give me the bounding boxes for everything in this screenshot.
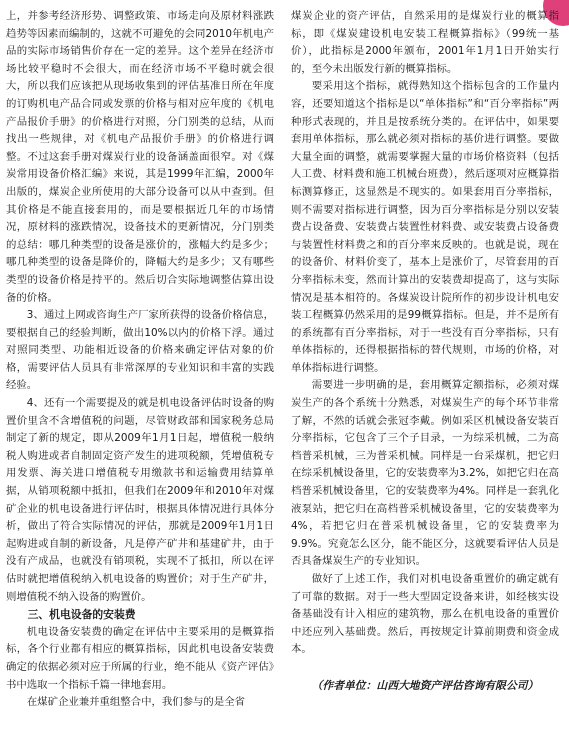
- paragraph-conclusion: 做好了上述工作，我们对机电设备重置价的确定就有了可靠的数据。对于一些大型固定设备来讲，如经核实设备基础没有计入相应的建筑物，那么在机电设备的重置价中还应列入基础费。然后，再按规定计算前期费和资金成本。: [291, 573, 559, 656]
- left-column: [6, 8, 274, 712]
- paragraph-continued: 上，并参考经济形势、调整政策、市场走向及原材料涨跌趋势等因素而编制的，这就不可避免的会同2010年机电产品的实际市场销售价存在一定的差异。这个差异在经济市场比较平稳时不会很大，而在经济市场不平稳时就会很大，所以我们应该把从现场收集到的评估基准日所在年度的订购机电产品合同或发票的价格与相对应年度的《机电产品报价手册》的价格进行对照，分门别类的总结，从而找出一些规律，对《机电产品报价手册》的价格进行调整。不过这套手册对煤炭行业的设备涵盖面很窄。对《煤炭常用设备价格汇编》来说，其是1999年汇编，2000年出版的，煤炭企业所使用的大部分设备可以从中查到。但其价格是不能直接套用的，而是要根据近几年的市场情况，原材料的涨跌情况，设备技术的更新情况，分门别类的总结：哪几种类型的设备是涨价的，涨幅大约是多少；哪几种类型的设备是降价的，降幅大约是多少；又有哪些类型的设备价格是持平的。然后切合实际地调整估算出设备的价格。: [6, 10, 274, 304]
- paragraph-coal-merger: 在煤矿企业兼并重组整合中，我们参与的是全省: [26, 696, 245, 709]
- paragraph-installation-fee: 机电设备安装费的确定在评估中主要采用的是概算指标，各个行业都有相应的概算指标，因此机电设备安装费确定的依据必须对应于所属的行业，绝不能从《资产评估》书中选取一个指标千篇一律地套用。: [6, 625, 274, 691]
- spacer: [291, 659, 559, 677]
- paragraph-online-inquiry: 3、通过上网或咨询生产厂家所获得的设备价格信息，要根据自己的经验判断，做出10%以内的价格下浮。通过对照同类型、功能相近设备的价格来确定评估对象的价格，需要评估人员具有非常深厚的专业知识和丰富的实践经验。: [6, 309, 274, 392]
- paragraph-quota-application: 需要进一步明确的是，套用概算定额指标，必须对煤炭生产的各个系统十分熟悉，对煤炭生产的每个环节非常了解，不然的话就会张冠李戴。例如采区机械设备安装百分率指标，它包含了三个子目录，一为综采机械，二为高档普采机械，三为普采机械。同样是一台采煤机，把它归在综采机械设备里，它的安装费率为3.2%，如把它归在高档普采机械设备里，它的安装费率为4%。同样是一套乳化液泵站，把它归在高档普采机械设备里，它的安装费率为4%，若把它归在普采机械设备里，它的安装费率为9.9%。究竟怎么区分，能不能区分，这就要看评估人员是否具备煤炭生产的专业知识。: [291, 379, 559, 568]
- paragraph-continued-right: 煤炭企业的资产评估，自然采用的是煤炭行业的概算指标，即《煤炭建设机电安装工程概算指标》（99统一基价），此指标是2000年颁布，2001年1月1日开始实行的，至今未出版发行新的概算指标。: [291, 10, 559, 75]
- paragraph-index-usage: 要采用这个指标，就得熟知这个指标包含的工作量内容，还要知道这个指标是以“单体指标”和“百分率指标”两种形式表现的，并且是按系统分类的。在评估中，如果要套用单体指标，那么就必须对指标的基价进行调整。要做大量全面的调整，就需要掌握大量的市场价格资料（包括人工费、材料费和施工机械台班费），然后逐项对应概算指标测算修正，这显然是不现实的。如果套用百分率指标，则不需要对指标进行调整，因为百分率指标是分别以安装费占设备费、安装费占装置性材料费、或安装费占设备费与装置性材料费之和的百分率来反映的。也就是说，现在的设备价、材料价变了，基本上是涨价了，尽管套用的百分率指标未变，然而计算出的安装费却提高了，这与实际情况是基本相符的。各煤炭设计院所作的初步设计机电安装工程概算仍然采用的是99概算指标。但是，并不是所有的系统都有百分率指标，对于一些没有百分率指标，只有单体指标的，还得根据指标的替代规则，市场的价格，对单体指标进行调整。: [291, 80, 559, 374]
- right-column: [291, 8, 559, 694]
- paragraph-vat: 4、还有一个需要提及的就是机电设备评估时设备的购置价里含不含增值税的问题，尽管财政部和国家税务总局制定了新的规定，即从2009年1月1日起，增值税一般纳税人购进或者自制固定资产发生的进项税额，凭增值税专用发票、海关进口增值税专用缴款书和运输费用结算单据，从销项税额中抵扣，但我们在2009年和2010年对煤矿企业的机电设备进行评估时，根据具体情况进行具体分析，做出了符合实际情况的评估，那就是2009年1月1日起购进或自制的新设备，凡是停产矿井和基建矿井，由于没有产成品，也就没有销项税，实现不了抵扣，所以在评估时就把增值税纳入机电设备的购置价；对于生产矿井，则增值税不纳入设备的购置价。: [6, 397, 274, 603]
- section-heading-installation-fee: 三、机电设备的安装费: [27, 608, 136, 622]
- author-affiliation: （作者单位：山西大地资产评估咨询有限公司）: [311, 678, 539, 692]
